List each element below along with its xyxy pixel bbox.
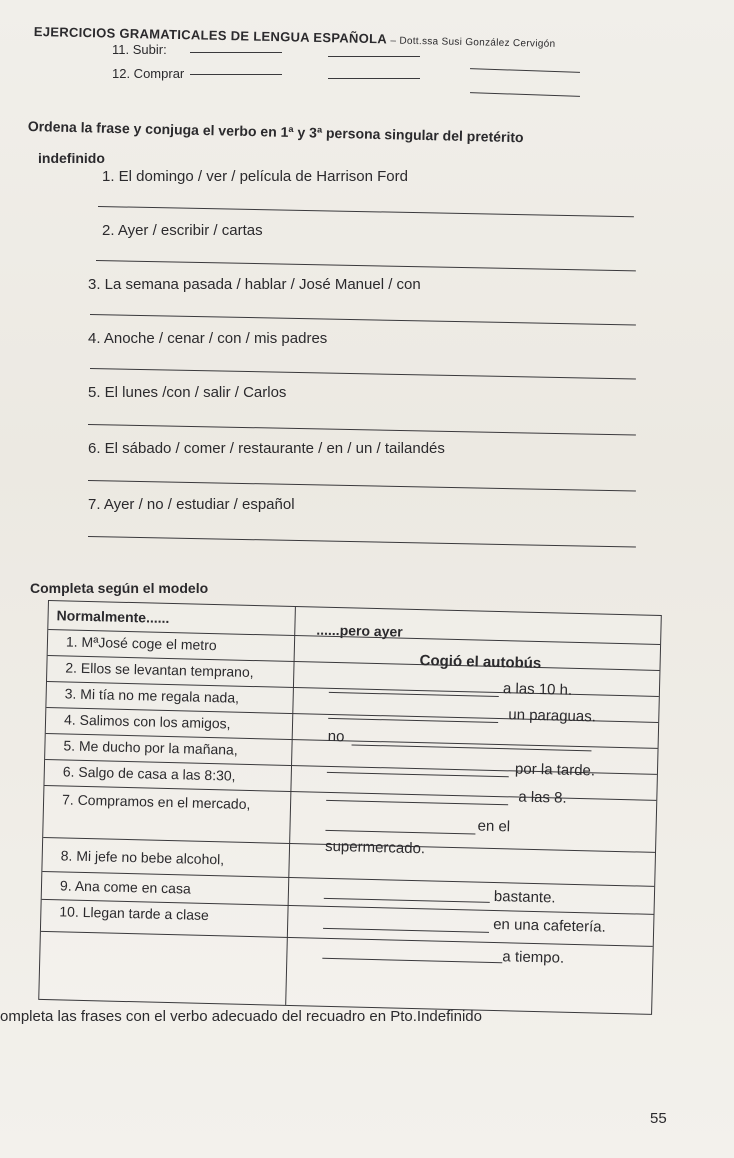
table-answer-text: en el [477, 817, 511, 836]
exercise-prompt: 4. Anoche / cenar / con / mis padres [88, 330, 328, 347]
answer-line[interactable] [98, 206, 634, 217]
conjugation-item-subir: 11. Subir: [112, 42, 167, 57]
table-answer-text: a las 10 h. [502, 680, 573, 699]
answer-line[interactable] [88, 480, 636, 492]
answer-blank[interactable] [328, 78, 420, 79]
answer-line[interactable] [90, 368, 636, 379]
table-row: 3. Mi tía no me regala nada, [64, 685, 240, 706]
table-row: 6. Salgo de casa a las 8:30, [62, 763, 236, 784]
answer-line[interactable] [96, 260, 636, 271]
section-title-completa: Completa según el modelo [30, 580, 209, 596]
answer-blank[interactable] [329, 692, 499, 697]
table-answer-text: no [327, 727, 345, 746]
table-row: 5. Me ducho por la mañana, [63, 737, 238, 758]
exercise-prompt: 6. El sábado / comer / restaurante / en / un / tailandés [88, 440, 445, 457]
table-answer-text: a tiempo. [502, 948, 565, 967]
page-number: 55 [650, 1110, 667, 1127]
table-header-right: ......pero ayer [316, 621, 403, 640]
answer-blank[interactable] [470, 68, 580, 73]
section-title-ordena-cont: indefinido [38, 150, 105, 166]
exercise-table [38, 600, 662, 1015]
table-answer-text: por la tarde. [514, 760, 596, 780]
conjugation-item-comprar: 12. Comprar [112, 66, 185, 81]
answer-blank[interactable] [323, 928, 489, 933]
table-row: 10. Llegan tarde a clase [59, 903, 209, 924]
answer-line[interactable] [88, 536, 636, 548]
exercise-prompt: 3. La semana pasada / hablar / José Manuel / con [88, 276, 421, 293]
answer-blank[interactable] [470, 92, 580, 97]
exercise-prompt: 7. Ayer / no / estudiar / español [88, 496, 295, 513]
table-row: 4. Salimos con los amigos, [63, 711, 231, 732]
table-answer-text: Cogió el autobús [419, 652, 542, 673]
answer-blank[interactable] [190, 74, 282, 75]
table-answer-text: a las 8. [518, 788, 567, 807]
table-answer-text: un paraguas. [508, 706, 597, 726]
table-row: 7. Compramos en el mercado, [61, 791, 251, 813]
answer-line[interactable] [88, 424, 636, 436]
worksheet-author: – Dott.ssa Susi González Cervigón [390, 35, 556, 50]
table-answer-text: bastante. [493, 887, 556, 907]
table-row: 2. Ellos se levantan temprano, [65, 659, 254, 681]
table-column-divider [285, 607, 296, 1005]
answer-blank[interactable] [328, 56, 420, 57]
table-header-left: Normalmente...... [56, 607, 170, 626]
section-title-ordena: Ordena la frase y conjuga el verbo en 1ª y 3ª persona singular del pretérito [27, 118, 524, 146]
table-answer-text: supermercado. [324, 837, 426, 858]
answer-blank[interactable] [326, 800, 508, 805]
exercise-prompt: 1. El domingo / ver / película de Harrison Ford [102, 168, 408, 185]
answer-line[interactable] [90, 314, 636, 325]
answer-blank[interactable] [325, 830, 475, 835]
table-row: 9. Ana come en casa [59, 877, 191, 897]
exercise-prompt: 5. El lunes /con / salir / Carlos [88, 384, 287, 401]
table-answer-text: en una cafetería. [492, 915, 606, 936]
exercise-prompt: 2. Ayer / escribir / cartas [102, 222, 263, 239]
footer-instruction: ompleta las frases con el verbo adecuado del recuadro en Pto.Indefinido [0, 1008, 482, 1025]
table-row: 8. Mi jefe no bebe alcohol, [60, 847, 225, 868]
worksheet-title: EJERCICIOS GRAMATICALES DE LENGUA ESPAÑOLA – Dott.ssa Susi González Cervigón [33, 24, 556, 50]
answer-blank[interactable] [190, 52, 282, 53]
answer-blank[interactable] [327, 772, 509, 777]
table-row: 1. MªJosé coge el metro [65, 633, 217, 654]
answer-blank[interactable] [324, 898, 490, 903]
answer-blank[interactable] [328, 718, 498, 723]
answer-blank[interactable] [322, 958, 502, 963]
